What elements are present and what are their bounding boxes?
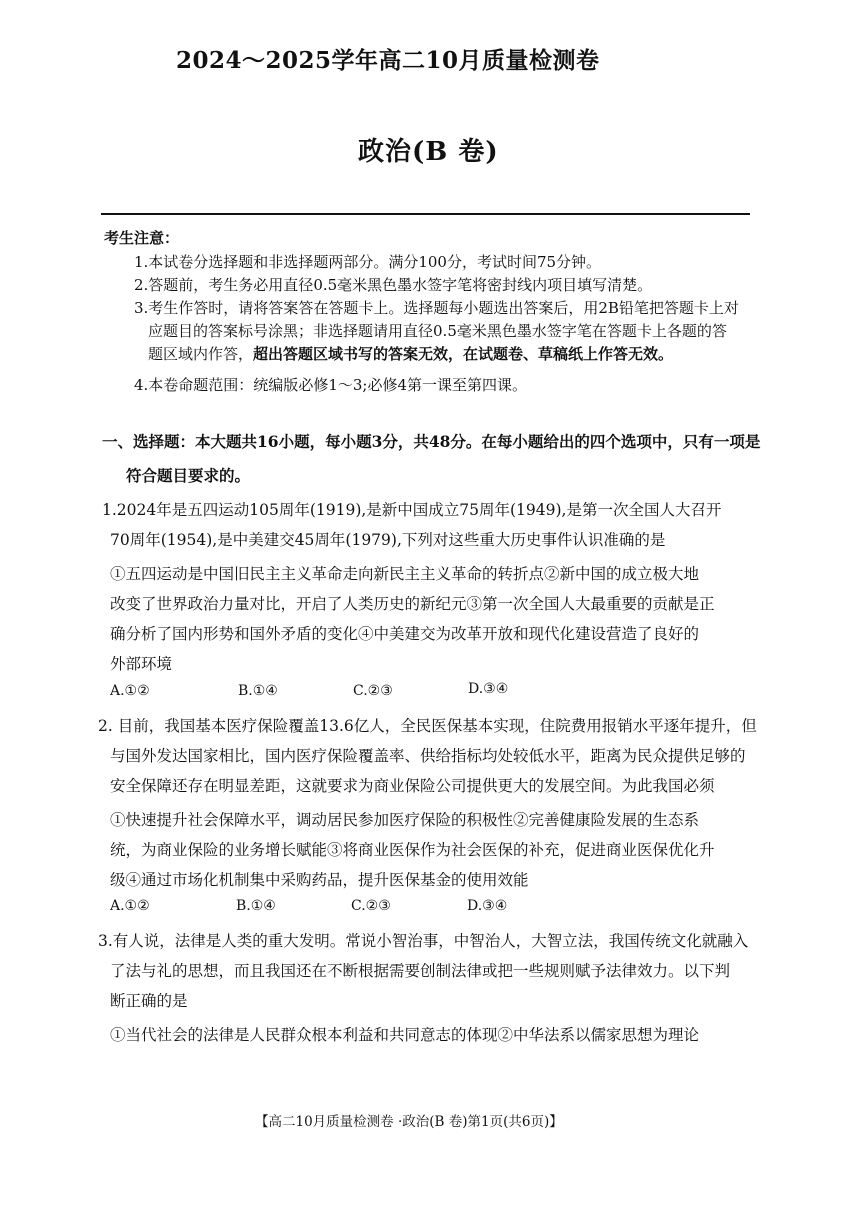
q2-line-5: 统，为商业保险的业务增长赋能③将商业医保作为社会医保的补充，促进商业医保优化升: [110, 841, 715, 859]
q3-line-4: ①当代社会的法律是人民群众根本利益和共同意志的体现②中华法系以儒家思想为理论: [110, 1026, 700, 1044]
q1-line-2: 70周年(1954),是中美建交45周年(1979),下列对这些重大历史事件认识准确的是: [110, 531, 666, 549]
notice-item-3-line-2: 应题目的答案标号涂黑；非选择题请用直径0.5毫米黑色墨水签字笔在答题卡上各题的答: [148, 322, 727, 340]
q2-line-2: 与国外发达国家相比，国内医疗保险覆盖率、供给指标均处较低水平，距离为民众提供足够的: [110, 747, 746, 765]
q2-option-c[interactable]: C.②③: [351, 898, 391, 914]
q3-line-1: 3.有人说，法律是人类的重大发明。常说小智治事，中智治人，大智立法，我国传统文化就融入: [98, 932, 749, 950]
q2-line-1: 2. 目前，我国基本医疗保险覆盖13.6亿人，全民医保基本实现，住院费用报销水平逐年提升，但: [98, 717, 757, 735]
notice-item-3-emphasis: 超出答题区域书写的答案无效，在试题卷、草稿纸上作答无效。: [253, 345, 674, 363]
notice-item-1: 1.本试卷分选择题和非选择题两部分。满分100分，考试时间75分钟。: [134, 253, 602, 271]
q1-line-3: ①五四运动是中国旧民主主义革命走向新民主主义革命的转折点②新中国的成立极大地: [110, 565, 700, 583]
notice-item-3-line-3: [148, 343, 673, 364]
q2-option-d[interactable]: D.③④: [467, 898, 508, 914]
q1-option-c[interactable]: C.②③: [353, 683, 393, 699]
q2-option-b[interactable]: B.①④: [236, 898, 276, 914]
q3-line-3: 断正确的是: [110, 992, 188, 1010]
q1-option-a[interactable]: A.①②: [110, 683, 150, 699]
exam-title: 2024～2025学年高二10月质量检测卷: [176, 47, 600, 74]
notice-item-3-plain: 题区域内作答，: [148, 345, 254, 363]
notice-item-2: 2.答题前，考生务必用直径0.5毫米黑色墨水签字笔将密封线内项目填写清楚。: [134, 276, 653, 294]
q2-line-4: ①快速提升社会保障水平，调动居民参加医疗保险的积极性②完善健康险发展的生态系: [110, 811, 700, 829]
header-divider: [101, 213, 750, 215]
notice-heading: 考生注意：: [104, 229, 180, 247]
subject-title: 政治(B 卷): [358, 137, 499, 167]
notice-item-3-line-1: 3.考生作答时，请将答案答在答题卡上。选择题每小题选出答案后，用2B铅笔把答题卡上对: [134, 299, 739, 317]
notice-item-4: 4.本卷命题范围：统编版必修1～3;必修4第一课至第四课。: [134, 376, 527, 394]
q2-line-3: 安全保障还存在明显差距，这就要求为商业保险公司提供更大的发展空间。为此我国必须: [110, 777, 715, 795]
q2-option-a[interactable]: A.①②: [110, 898, 150, 914]
page-footer: 【高二10月质量检测卷 ·政治(B 卷)第1页(共6页)】: [255, 1114, 563, 1130]
q1-line-1: 1.2024年是五四运动105周年(1919),是新中国成立75周年(1949),是第一次全国人大召开: [102, 501, 722, 519]
section-heading-line-2: 符合题目要求的。: [126, 466, 251, 485]
section-heading-line-1: 一、选择题：本大题共16小题，每小题3分，共48分。在每小题给出的四个选项中，只有一项是: [102, 432, 761, 451]
q3-line-2: 了法与礼的思想，而且我国还在不断根据需要创制法律或把一些规则赋予法律效力。以下判: [110, 962, 731, 980]
q2-line-6: 级④通过市场化机制集中采购药品，提升医保基金的使用效能: [110, 871, 529, 889]
q1-line-5: 确分析了国内形势和国外矛盾的变化④中美建交为改革开放和现代化建设营造了良好的: [110, 625, 700, 643]
q1-line-4: 改变了世界政治力量对比，开启了人类历史的新纪元③第一次全国人大最重要的贡献是正: [110, 595, 715, 613]
q1-line-6: 外部环境: [110, 655, 173, 673]
q1-option-d[interactable]: D.③④: [468, 681, 509, 697]
q1-option-b[interactable]: B.①④: [238, 683, 278, 699]
